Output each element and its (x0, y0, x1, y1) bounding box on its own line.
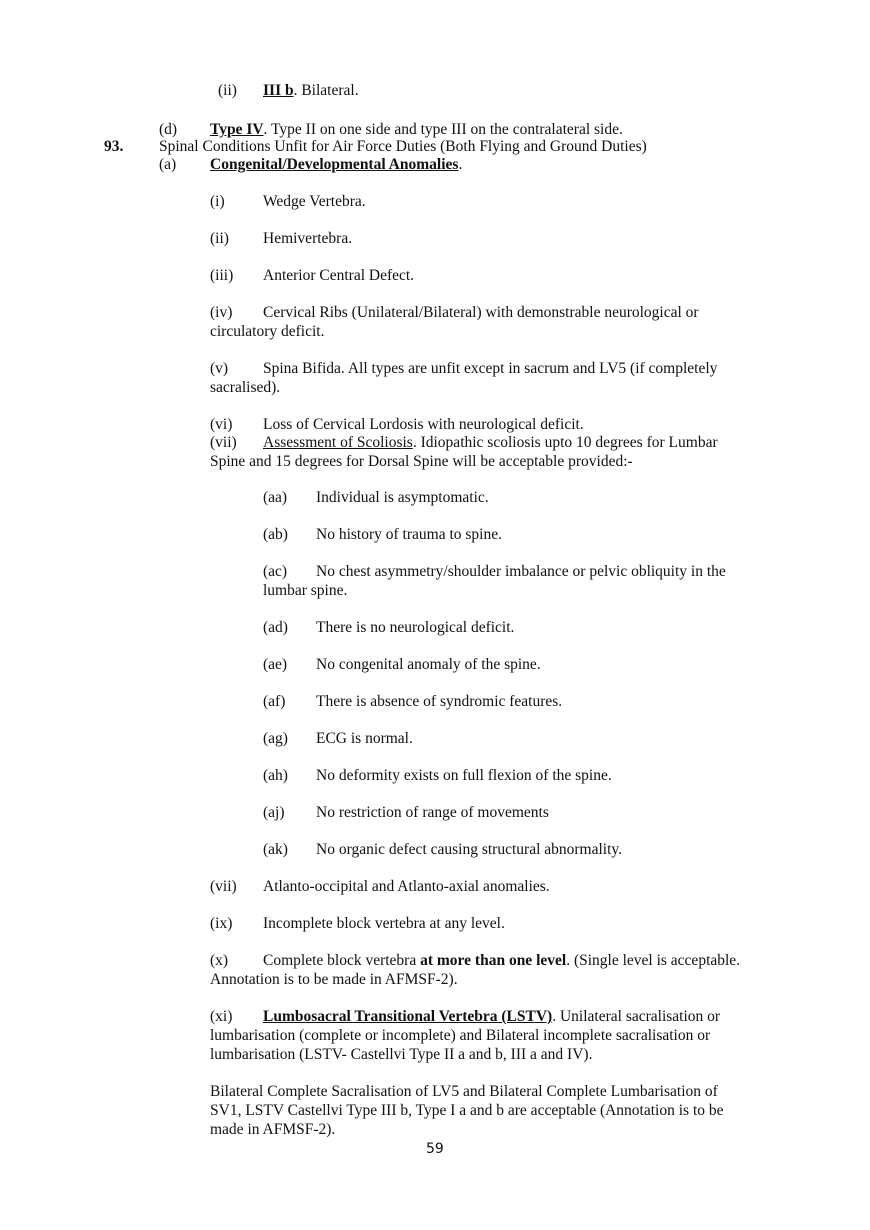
paragraph-line: SV1, LSTV Castellvi Type III b, Type I a and b are acceptable (Annotation is to be (210, 1102, 724, 1119)
list-item-text (263, 433, 718, 452)
list-item-text-cont: circulatory deficit. (210, 323, 325, 340)
list-item-title: Assessment of Scoliosis (263, 434, 413, 451)
para-heading: Spinal Conditions Unfit for Air Force Duties (Both Flying and Ground Duties) (159, 138, 647, 155)
item-iii-b (218, 81, 237, 100)
item-iii-b-text (263, 81, 359, 100)
bold-run: at more than one level (420, 952, 567, 969)
sub-item-text: No history of trauma to spine. (316, 526, 502, 543)
list-item-text (263, 951, 740, 970)
list-item-text: Wedge Vertebra. (263, 193, 366, 210)
sub-item-text: ECG is normal. (316, 730, 413, 747)
page-number: 59 (426, 1141, 444, 1157)
list-item-text-cont: sacralised). (210, 379, 281, 396)
list-item-label: (v) (210, 360, 229, 377)
sub-item-label: (ag) (263, 730, 288, 747)
list-item-text-cont: lumbarisation (LSTV- Castellvi Type II a and b, III a and IV). (210, 1046, 593, 1063)
list-item-label: (xi) (210, 1008, 233, 1025)
section-a-label: (a) (159, 156, 177, 173)
list-item-text: Anterior Central Defect. (263, 267, 415, 284)
item-text: . Type II on one side and type III on the contralateral side. (263, 121, 623, 138)
item-title: Type IV (210, 121, 264, 138)
list-item-label: (ix) (210, 915, 233, 932)
section-a-title (210, 155, 462, 174)
sub-item-label: (ad) (263, 619, 288, 636)
sub-item-label: (aa) (263, 489, 288, 506)
sub-item-text: There is absence of syndromic features. (316, 693, 563, 710)
item-label: (d) (159, 121, 178, 138)
list-item-text-cont: Spine and 15 degrees for Dorsal Spine will be acceptable provided:- (210, 453, 633, 470)
sub-item-label: (ac) (263, 563, 288, 580)
sub-item-text-cont: lumbar spine. (263, 582, 348, 599)
list-item-label: (iii) (210, 267, 234, 284)
list-item-text-cont: lumbarisation (complete or incomplete) and Bilateral incomplete sacralisation or (210, 1027, 711, 1044)
item-title: III b (263, 82, 294, 99)
list-item-label: (i) (210, 193, 225, 210)
list-item-text: Incomplete block vertebra at any level. (263, 915, 505, 932)
item-text: . Bilateral. (293, 82, 359, 99)
list-item-label: (iv) (210, 304, 233, 321)
text-run: Complete block vertebra (263, 952, 421, 969)
list-item-label: (vii) (210, 434, 237, 451)
list-item-text: Hemivertebra. (263, 230, 353, 247)
sub-item-label: (ak) (263, 841, 288, 858)
sub-item-label: (ae) (263, 656, 288, 673)
paragraph-line: Bilateral Complete Sacralisation of LV5 and Bilateral Complete Lumbarisation of (210, 1083, 718, 1100)
list-item-label: (x) (210, 952, 229, 969)
sub-item-text: No deformity exists on full flexion of the spine. (316, 767, 612, 784)
sub-item-text: There is no neurological deficit. (316, 619, 515, 636)
list-item-label: (vii) (210, 878, 237, 895)
sub-item-text: Individual is asymptomatic. (316, 489, 489, 506)
text-run: . (Single level is acceptable. (566, 952, 741, 969)
list-item-label: (ii) (210, 230, 229, 247)
list-item-text: Atlanto-occipital and Atlanto-axial anomalies. (263, 878, 550, 895)
sub-item-text: No organic defect causing structural abnormality. (316, 841, 623, 858)
item-label: (ii) (218, 82, 237, 99)
sub-item-label: (af) (263, 693, 286, 710)
sub-item-label: (ah) (263, 767, 288, 784)
paragraph-line: made in AFMSF-2). (210, 1121, 336, 1138)
list-item-text (263, 1007, 720, 1026)
list-item-label: (vi) (210, 416, 233, 433)
section-title-tail: . (458, 156, 463, 173)
sub-item-text: No congenital anomaly of the spine. (316, 656, 541, 673)
section-title: Congenital/Developmental Anomalies (210, 156, 459, 173)
list-item-text: Spina Bifida. All types are unfit except in sacrum and LV5 (if completely (263, 360, 718, 377)
list-item-text-rest: . Idiopathic scoliosis upto 10 degrees for Lumbar (412, 434, 718, 451)
list-item-text: Loss of Cervical Lordosis with neurological deficit. (263, 416, 584, 433)
para-number: 93. (104, 138, 124, 155)
list-item-title: Lumbosacral Transitional Vertebra (LSTV) (263, 1008, 553, 1025)
text-run: . Unilateral sacralisation or (552, 1008, 721, 1025)
sub-item-label: (aj) (263, 804, 285, 821)
list-item-text: Cervical Ribs (Unilateral/Bilateral) with demonstrable neurological or (263, 304, 699, 321)
sub-item-label: (ab) (263, 526, 288, 543)
sub-item-text: No chest asymmetry/shoulder imbalance or pelvic obliquity in the (316, 563, 726, 580)
sub-item-text: No restriction of range of movements (316, 804, 549, 821)
list-item-text-cont: Annotation is to be made in AFMSF-2). (210, 971, 458, 988)
